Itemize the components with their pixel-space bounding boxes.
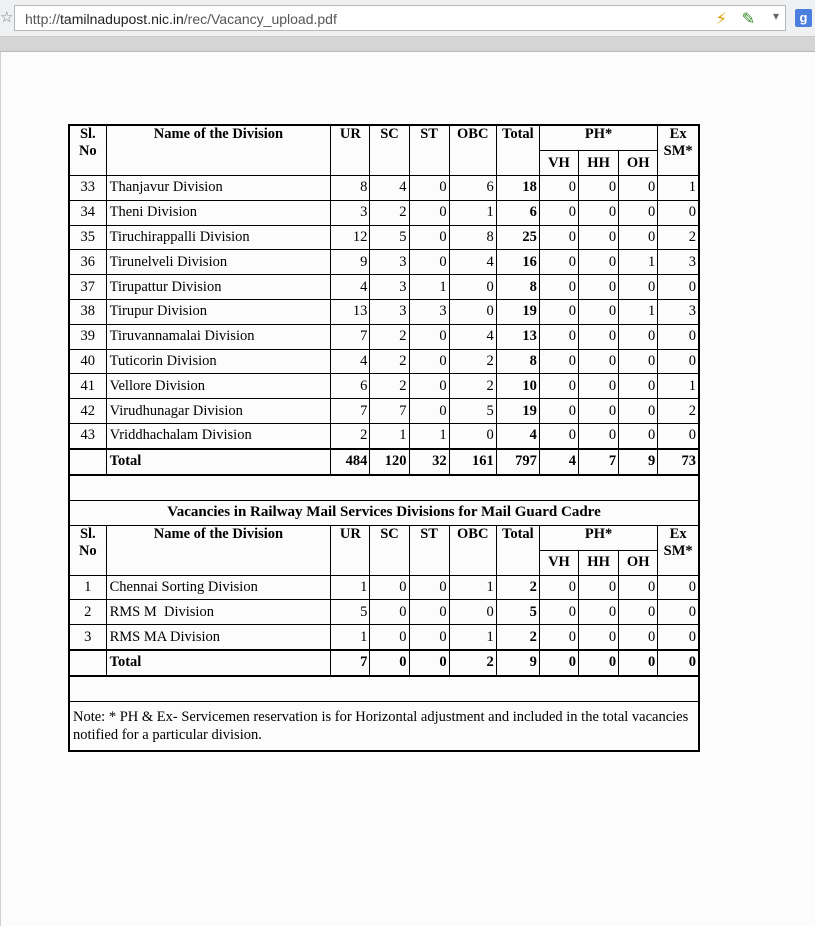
t1-col-sc: SC: [370, 125, 409, 176]
cell-ur: 6: [331, 374, 370, 399]
cell-obc: 2: [449, 349, 496, 374]
cell-vh: 0: [539, 374, 578, 399]
cell-ex: 0: [658, 600, 699, 625]
cell-total: 18: [496, 176, 539, 201]
cell-st: 1: [409, 275, 449, 300]
table-row: [69, 324, 699, 349]
total-hh: 0: [579, 650, 619, 676]
t1-col-sl: Sl. No: [69, 125, 106, 176]
cell-sl: 37: [69, 275, 106, 300]
cell-total: 6: [496, 200, 539, 225]
t2-col-total: Total: [496, 525, 539, 575]
cell-obc: 4: [449, 324, 496, 349]
table1-header: [69, 125, 699, 176]
cell-division: Tiruchirappalli Division: [106, 225, 331, 250]
t1-col-name: Name of the Division: [106, 125, 331, 176]
total-ex: 0: [658, 650, 699, 676]
t2-col-sl: Sl. No: [69, 525, 106, 575]
google-icon[interactable]: g: [795, 9, 812, 27]
cell-sc: 7: [370, 399, 409, 424]
vacancy-document: [68, 124, 700, 752]
cell-hh: 0: [579, 600, 619, 625]
cell-obc: 6: [449, 176, 496, 201]
cell-st: 0: [409, 324, 449, 349]
cell-st: 0: [409, 575, 449, 600]
t1-col-vh: VH: [539, 151, 578, 176]
cell-vh: 0: [539, 225, 578, 250]
total-total: 9: [496, 650, 539, 676]
cell-ur: 2: [331, 423, 370, 448]
cell-ex: 3: [658, 250, 699, 275]
cell-hh: 0: [579, 625, 619, 650]
cell-st: 0: [409, 225, 449, 250]
cell-hh: 0: [579, 374, 619, 399]
cell-sc: 2: [370, 374, 409, 399]
total-oh: 9: [619, 449, 658, 475]
cell-division: Virudhunagar Division: [106, 399, 331, 424]
t1-col-ur: UR: [331, 125, 370, 176]
cell-total: 2: [496, 575, 539, 600]
t1-col-st: ST: [409, 125, 449, 176]
cell-ex: 0: [658, 275, 699, 300]
total-oh: 0: [619, 650, 658, 676]
total-vh: 4: [539, 449, 578, 475]
cell-st: 1: [409, 423, 449, 448]
cell-oh: 1: [619, 250, 658, 275]
cell-st: 0: [409, 399, 449, 424]
cell-ur: 4: [331, 349, 370, 374]
cell-oh: 0: [619, 324, 658, 349]
total-row: [69, 449, 699, 475]
cell-st: 0: [409, 250, 449, 275]
vacancy-table: [68, 124, 700, 752]
table-row: [69, 374, 699, 399]
cell-sc: 2: [370, 200, 409, 225]
cell-sl: 3: [69, 625, 106, 650]
cell-vh: 0: [539, 575, 578, 600]
cell-total: 2: [496, 625, 539, 650]
table-row: [69, 575, 699, 600]
table-row: [69, 275, 699, 300]
cell-total: 4: [496, 423, 539, 448]
table-row: [69, 399, 699, 424]
cell-ur: 7: [331, 324, 370, 349]
cell-ex: 2: [658, 399, 699, 424]
cell-hh: 0: [579, 399, 619, 424]
cell-total: 5: [496, 600, 539, 625]
cell-sc: 4: [370, 176, 409, 201]
cell-oh: 0: [619, 349, 658, 374]
cell-obc: 5: [449, 399, 496, 424]
cell-ex: 0: [658, 200, 699, 225]
t1-col-ph: PH*: [539, 125, 657, 151]
cell-sl: 42: [69, 399, 106, 424]
cell-obc: 1: [449, 625, 496, 650]
cell-total: 19: [496, 399, 539, 424]
total-total: 797: [496, 449, 539, 475]
cell-total: 13: [496, 324, 539, 349]
cell-obc: 1: [449, 200, 496, 225]
table-row: [69, 423, 699, 448]
total-st: 32: [409, 449, 449, 475]
cell-division: Vellore Division: [106, 374, 331, 399]
bookmark-star-icon[interactable]: ☆: [0, 8, 14, 26]
cell-division: Tiruvannamalai Division: [106, 324, 331, 349]
cell-ur: 1: [331, 575, 370, 600]
table-row: [69, 349, 699, 374]
cell-oh: 0: [619, 200, 658, 225]
cell-oh: 0: [619, 374, 658, 399]
cell-sl: 41: [69, 374, 106, 399]
t1-col-obc: OBC: [449, 125, 496, 176]
address-bar[interactable]: [14, 5, 786, 31]
total-hh: 7: [579, 449, 619, 475]
cell-ur: 9: [331, 250, 370, 275]
cell-division: Thanjavur Division: [106, 176, 331, 201]
cell-sl: 34: [69, 200, 106, 225]
cell-sc: 2: [370, 324, 409, 349]
cell-sl: 35: [69, 225, 106, 250]
cell-vh: 0: [539, 324, 578, 349]
cell-ex: 0: [658, 324, 699, 349]
cell-ex: 0: [658, 575, 699, 600]
cell-total: 8: [496, 275, 539, 300]
table-row: [69, 225, 699, 250]
cell-division: Theni Division: [106, 200, 331, 225]
total-sc: 120: [370, 449, 409, 475]
t2-col-sc: SC: [370, 525, 409, 575]
cell-hh: 0: [579, 423, 619, 448]
footnote: Note: * PH & Ex- Servicemen reservation is for Horizontal adjustment and included in the total vacancies notified for a particular division.: [69, 701, 699, 751]
cell-obc: 0: [449, 600, 496, 625]
table2-body: [69, 575, 699, 676]
t1-col-oh: OH: [619, 151, 658, 176]
cell-total: 25: [496, 225, 539, 250]
cell-oh: 0: [619, 600, 658, 625]
cell-vh: 0: [539, 625, 578, 650]
cell-sc: 3: [370, 275, 409, 300]
total-sc: 0: [370, 650, 409, 676]
t2-col-oh: OH: [619, 550, 658, 575]
cell-sl: 39: [69, 324, 106, 349]
cell-sl: 33: [69, 176, 106, 201]
table-row: [69, 200, 699, 225]
cell-ex: 0: [658, 349, 699, 374]
total-ur: 484: [331, 449, 370, 475]
cell-hh: 0: [579, 200, 619, 225]
cell-sl: 36: [69, 250, 106, 275]
cell-ur: 8: [331, 176, 370, 201]
cell-sc: 0: [370, 625, 409, 650]
cell-oh: 0: [619, 225, 658, 250]
t1-col-hh: HH: [579, 151, 619, 176]
cell-oh: 0: [619, 176, 658, 201]
note-section: [69, 676, 699, 751]
cell-sl: 43: [69, 423, 106, 448]
cell-ex: 3: [658, 299, 699, 324]
cell-division: Tirupattur Division: [106, 275, 331, 300]
pin-extension-icon[interactable]: ✎: [741, 9, 755, 28]
cell-ex: 1: [658, 374, 699, 399]
cell-oh: 0: [619, 575, 658, 600]
cell-hh: 0: [579, 349, 619, 374]
cell-sc: 3: [370, 299, 409, 324]
total-row: [69, 650, 699, 676]
table-row: [69, 625, 699, 650]
cell-division: RMS M Division: [106, 600, 331, 625]
url-host: tamilnadupost.nic.in: [60, 11, 184, 27]
table-row: [69, 250, 699, 275]
cell-st: 0: [409, 374, 449, 399]
t1-col-ex: Ex SM*: [658, 125, 699, 176]
url-prefix: http://: [25, 11, 61, 27]
cell-oh: 0: [619, 275, 658, 300]
cell-st: 0: [409, 176, 449, 201]
cell-division: Tirupur Division: [106, 299, 331, 324]
cell-sl: 2: [69, 600, 106, 625]
t1-col-total: Total: [496, 125, 539, 176]
url-text: [25, 11, 337, 27]
total-obc: 161: [449, 449, 496, 475]
cell-ex: 2: [658, 225, 699, 250]
cell-obc: 0: [449, 275, 496, 300]
cell-ex: 0: [658, 625, 699, 650]
cell-vh: 0: [539, 299, 578, 324]
extension-dropdown-icon[interactable]: ▾: [772, 9, 779, 23]
cell-vh: 0: [539, 200, 578, 225]
cell-ur: 13: [331, 299, 370, 324]
cell-sc: 1: [370, 423, 409, 448]
cell-ex: 1: [658, 176, 699, 201]
t2-col-st: ST: [409, 525, 449, 575]
cell-hh: 0: [579, 250, 619, 275]
cell-hh: 0: [579, 176, 619, 201]
cell-oh: 0: [619, 423, 658, 448]
cell-ur: 4: [331, 275, 370, 300]
cell-vh: 0: [539, 423, 578, 448]
cell-oh: 1: [619, 299, 658, 324]
total-ur: 7: [331, 650, 370, 676]
table-row: [69, 600, 699, 625]
cell-st: 3: [409, 299, 449, 324]
cell-st: 0: [409, 200, 449, 225]
table2-title: Vacancies in Railway Mail Services Divisions for Mail Guard Cadre: [69, 500, 699, 525]
cell-vh: 0: [539, 600, 578, 625]
cell-st: 0: [409, 349, 449, 374]
table1-body: [69, 176, 699, 475]
browser-toolbar: [0, 0, 815, 37]
cell-ur: 12: [331, 225, 370, 250]
cell-sc: 0: [370, 600, 409, 625]
cell-obc: 8: [449, 225, 496, 250]
cell-obc: 0: [449, 423, 496, 448]
cell-vh: 0: [539, 349, 578, 374]
cell-total: 8: [496, 349, 539, 374]
cell-sc: 5: [370, 225, 409, 250]
table-row: [69, 299, 699, 324]
table2-header: [69, 525, 699, 575]
cell-ur: 5: [331, 600, 370, 625]
cell-total: 19: [496, 299, 539, 324]
total-label: Total: [106, 650, 331, 676]
cell-ur: 3: [331, 200, 370, 225]
lightning-extension-icon[interactable]: ⚡: [715, 9, 727, 28]
t2-col-ex: Ex SM*: [658, 525, 699, 575]
cell-total: 16: [496, 250, 539, 275]
total-label: Total: [106, 449, 331, 475]
url-path: /rec/Vacancy_upload.pdf: [183, 11, 337, 27]
cell-st: 0: [409, 600, 449, 625]
cell-hh: 0: [579, 275, 619, 300]
cell-division: Tirunelveli Division: [106, 250, 331, 275]
cell-st: 0: [409, 625, 449, 650]
t2-col-ur: UR: [331, 525, 370, 575]
cell-division: Chennai Sorting Division: [106, 575, 331, 600]
cell-division: Tuticorin Division: [106, 349, 331, 374]
cell-obc: 4: [449, 250, 496, 275]
total-obc: 2: [449, 650, 496, 676]
t2-col-hh: HH: [579, 550, 619, 575]
cell-vh: 0: [539, 176, 578, 201]
table-row: [69, 176, 699, 201]
toolbar-divider: [0, 37, 815, 52]
cell-vh: 0: [539, 275, 578, 300]
cell-ex: 0: [658, 423, 699, 448]
cell-sc: 0: [370, 575, 409, 600]
cell-sc: 3: [370, 250, 409, 275]
total-vh: 0: [539, 650, 578, 676]
cell-hh: 0: [579, 225, 619, 250]
cell-obc: 0: [449, 299, 496, 324]
t2-col-name: Name of the Division: [106, 525, 331, 575]
total-st: 0: [409, 650, 449, 676]
cell-total: 10: [496, 374, 539, 399]
cell-ur: 7: [331, 399, 370, 424]
total-ex: 73: [658, 449, 699, 475]
cell-division: RMS MA Division: [106, 625, 331, 650]
t2-col-obc: OBC: [449, 525, 496, 575]
cell-hh: 0: [579, 299, 619, 324]
spacer: [69, 475, 699, 526]
cell-sl: 40: [69, 349, 106, 374]
cell-oh: 0: [619, 399, 658, 424]
cell-vh: 0: [539, 250, 578, 275]
cell-oh: 0: [619, 625, 658, 650]
cell-obc: 1: [449, 575, 496, 600]
cell-sc: 2: [370, 349, 409, 374]
cell-hh: 0: [579, 324, 619, 349]
t2-col-vh: VH: [539, 550, 578, 575]
cell-obc: 2: [449, 374, 496, 399]
cell-sl: 38: [69, 299, 106, 324]
cell-division: Vriddhachalam Division: [106, 423, 331, 448]
cell-hh: 0: [579, 575, 619, 600]
cell-ur: 1: [331, 625, 370, 650]
cell-sl: 1: [69, 575, 106, 600]
cell-vh: 0: [539, 399, 578, 424]
t2-col-ph: PH*: [539, 525, 657, 550]
